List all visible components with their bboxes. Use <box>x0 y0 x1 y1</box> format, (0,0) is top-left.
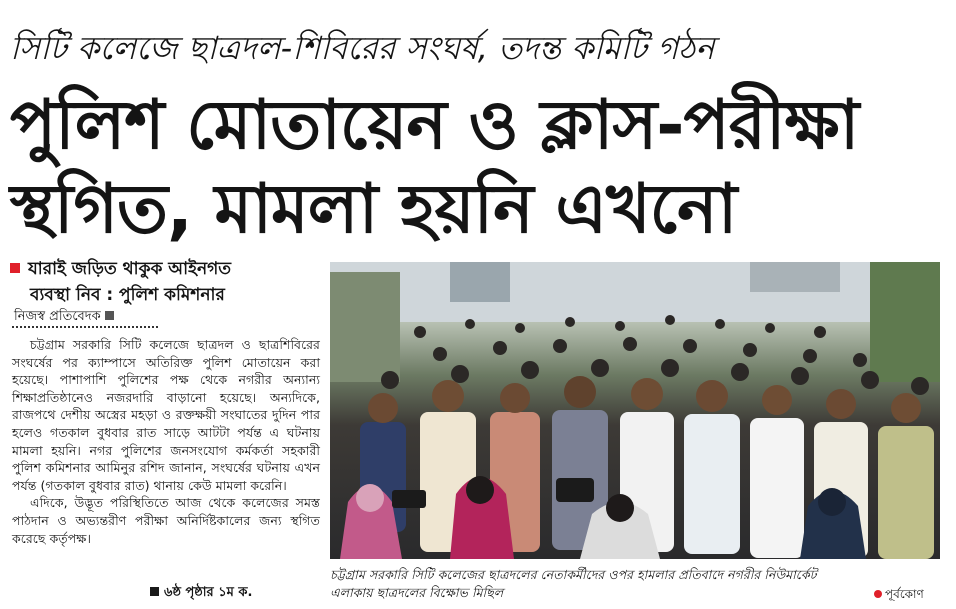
subheadline-text-1: যারাই জড়িত থাকুক আইনগত <box>28 259 232 279</box>
square-bullet-icon <box>105 311 114 320</box>
photo-credit <box>874 586 924 606</box>
square-bullet-icon <box>150 587 159 596</box>
article-paragraph: এদিকে, উদ্ভূত পরিস্থিতিতে আজ থেকে কলেজের সমস্ত পাঠদান ও অভ্যন্তরীণ পরীক্ষা অনির্দিষ্টকালের জন্য স্থগিত করেছে কর্তৃপক্ষ। <box>12 495 320 546</box>
photo-credit-text: পূর্বকোণ <box>885 587 924 601</box>
headline-line-2: স্থগিত, মামলা হয়নি এখনো <box>10 170 737 249</box>
kicker-headline: সিটি কলেজে ছাত্রদল-শিবিরের সংঘর্ষ, তদন্ত কমিটি গঠন <box>10 29 715 67</box>
headline-line-1: পুলিশ মোতায়েন ও ক্লাস-পরীক্ষা <box>10 86 859 165</box>
subheadline-line-1 <box>10 258 310 280</box>
photo-caption <box>330 566 942 602</box>
caption-line-2: এলাকায় ছাত্রদলের বিক্ষোভ মিছিল <box>330 585 504 600</box>
red-square-bullet-icon <box>10 263 20 273</box>
protest-march-photo <box>330 262 940 559</box>
dotted-divider <box>12 326 158 328</box>
continued-text: ৬ষ্ঠ পৃষ্ঠার ১ম ক. <box>164 585 253 600</box>
continued-on-page <box>150 583 252 604</box>
article-body <box>12 336 320 547</box>
byline <box>14 308 114 326</box>
protest-crowd-illustration <box>330 262 940 559</box>
red-dot-icon <box>874 590 882 598</box>
article-paragraph: চট্টগ্রাম সরকারি সিটি কলেজে ছাত্রদল ও ছাত্রশিবিরের সংঘর্ষের পর ক্যাম্পাসে অতিরিক্ত পুলিশ মোতায়েন করা হয়েছে। পাশাপাশি পুলিশের পক্ষ থেকে নগরীর অন্যান্য শিক্ষাপ্রতিষ্ঠানেও নজরদারি বাড়ানো হয়েছে। অন্যদিকে, রাজপথে দেশীয় অস্ত্রের মহড়া ও রক্তক্ষয়ী সংঘাতের দুদিন পার হলেও গতকাল বুধবার রাত সাড়ে আটটা পর্যন্ত এ ঘটনায় মামলা হয়নি। নগর পুলিশের জনসংযোগ কর্মকর্তা সহকারী পুলিশ কমিশনার আমিনুর রশিদ জানান, সংঘর্ষের ঘটনায় এখন পর্যন্ত (গতকাল বুধবার রাত) থানায় কেউ মামলা করেনি। <box>12 337 320 493</box>
caption-line-1: চট্টগ্রাম সরকারি সিটি কলেজের ছাত্রদলের নেতাকর্মীদের ওপর হামলার প্রতিবাদে নগরীর নিউমার্কেট <box>330 567 817 582</box>
subheadline-line-2: ব্যবস্থা নিব : পুলিশ কমিশনার <box>30 285 225 305</box>
byline-text: নিজস্ব প্রতিবেদক <box>14 309 101 324</box>
